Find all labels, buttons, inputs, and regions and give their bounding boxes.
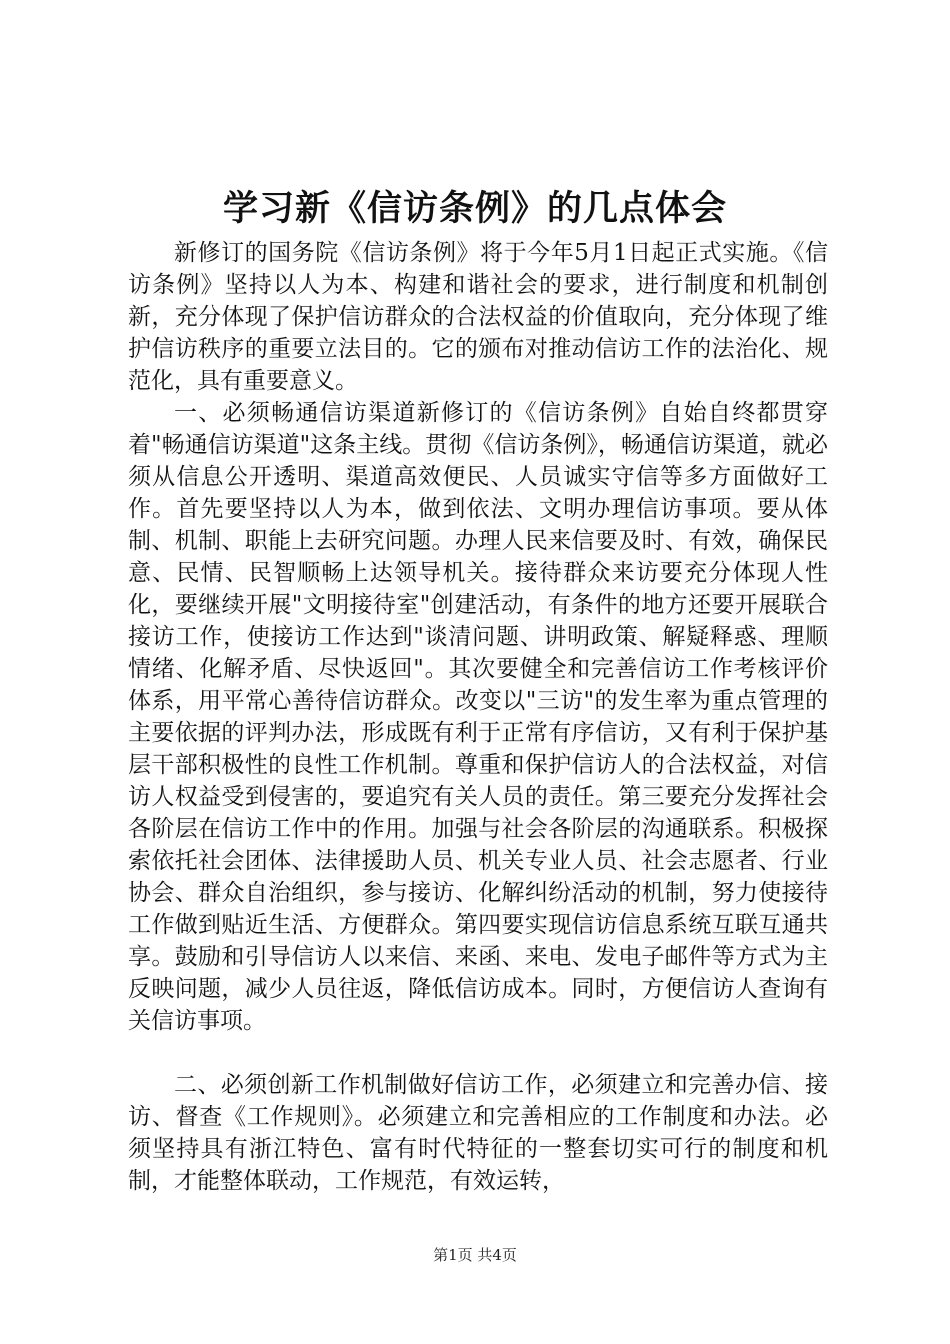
document-title: 学习新《信访条例》的几点体会 xyxy=(222,188,727,229)
paragraph-section-one: 一、必须畅通信访渠道新修订的《信访条例》自始自终都贯穿着"畅通信访渠道"这条主线。贯彻《信访条例》，畅通信访渠道，就必须从信息公开透明、渠道高效便民、人员诚实守信等多方面做好工作。首先要坚持以人为本，做到依法、文明办理信访事项。要从体制、机制、职能上去研究问题。办理人民来信要及时、有效，确保民意、民情、民智顺畅上达领导机关。接待群众来访要充分体现人性化，要继续开展"文明接待室"创建活动，有条件的地方还要开展联合接访工作，使接访工作达到"谈清问题、讲明政策、解疑释惑、理顺情绪、化解矛盾、尽快返回"。其次要健全和完善信访工作考核评价体系，用平常心善待信访群众。改变以"三访"的发生率为重点管理的主要依据的评判办法，形成既有利于正常有序信访，又有利于保护基层干部积极性的良性工作机制。尊重和保护信访人的合法权益，对信访人权益受到侵害的，要追究有关人员的责任。第三要充分发挥社会各阶层在信访工作中的作用。加强与社会各阶层的沟通联系。积极探索依托社会团体、法律援助人员、机关专业人员、社会志愿者、行业协会、群众自治组织，参与接访、化解纠纷活动的机制，努力使接待工作做到贴近生活、方便群众。第四要实现信访信息系统互联互通共享。鼓励和引导信访人以来信、来函、来电、发电子邮件等方式为主反映问题，减少人员往返，降低信访成本。同时，方便信访人查询有关信访事项。 xyxy=(128,400,828,1034)
document-body xyxy=(128,237,828,1197)
page-number-footer: 第1页 共4页 xyxy=(433,1246,517,1264)
paragraph-section-two: 二、必须创新工作机制做好信访工作，必须建立和完善办信、接访、督查《工作规则》。必须建立和完善相应的工作制度和办法。必须坚持具有浙江特色、富有时代特征的一整套切实可行的制度和机制，才能整体联动，工作规范，有效运转， xyxy=(128,1072,828,1194)
paragraph-intro: 新修订的国务院《信访条例》将于今年5月1日起正式实施。《信访条例》坚持以人为本、构建和谐社会的要求，进行制度和机制创新，充分体现了保护信访群众的合法权益的价值取向，充分体现了维护信访秩序的重要立法目的。它的颁布对推动信访工作的法治化、规范化，具有重要意义。 xyxy=(128,240,828,394)
